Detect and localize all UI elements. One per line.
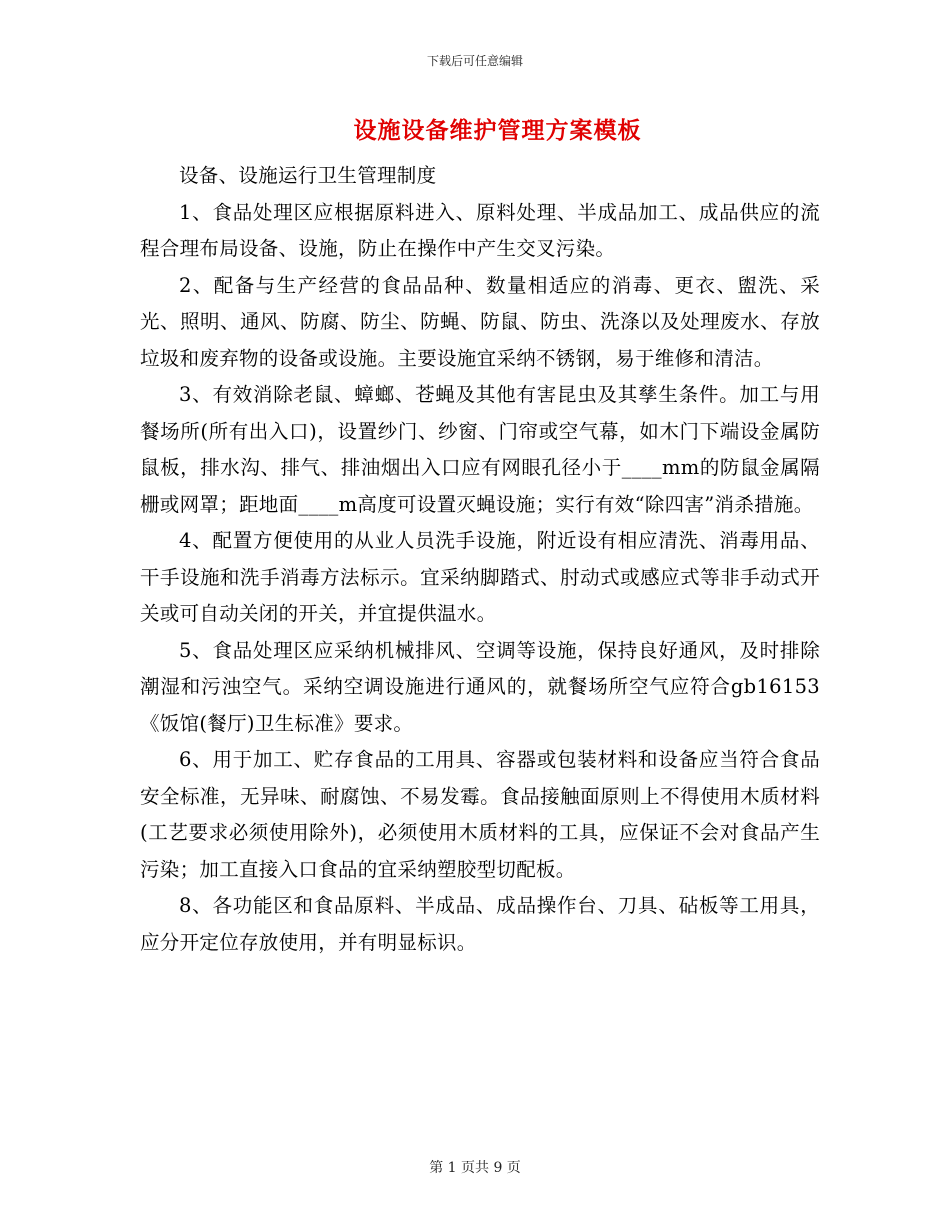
document-title: 设施设备维护管理方案模板 [353,117,642,144]
paragraph-4: 4、配置方便使用的从业人员洗手设施，附近设有相应清洗、消毒用品、干手设施和洗手消毒方法标示。宜采纳脚踏式、肘动式或感应式等非手动式开关或可自动关闭的开关，并宜提供温水。 [140,529,820,625]
document-body [140,158,820,961]
paragraph-8: 8、各功能区和食品原料、半成品、成品操作台、刀具、砧板等工用具，应分开定位存放使用，并有明显标识。 [140,894,820,954]
paragraph-2: 2、配备与生产经营的食品品种、数量相适应的消毒、更衣、盥洗、采光、照明、通风、防腐、防尘、防蝇、防鼠、防虫、洗涤以及处理废水、存放垃圾和废弃物的设备或设施。主要设施宜采纳不锈钢，易于维修和清洁。 [140,273,820,370]
page-header-note: 下载后可任意编辑 [426,54,523,68]
paragraph-5: 5、食品处理区应采纳机械排风、空调等设施，保持良好通风，及时排除潮湿和污浊空气。采纳空调设施进行通风的，就餐场所空气应符合gb16153《饭馆(餐厅)卫生标准》要求。 [140,638,820,735]
paragraph-1: 1、食品处理区应根据原料进入、原料处理、半成品加工、成品供应的流程合理布局设备、设施，防止在操作中产生交叉污染。 [140,200,820,260]
page-footer-number: 第 1 页共 9 页 [429,1160,521,1176]
section-heading: 设备、设施运行卫生管理制度 [179,164,437,187]
paragraph-3: 3、有效消除老鼠、蟑螂、苍蝇及其他有害昆虫及其孳生条件。加工与用餐场所(所有出入口)，设置纱门、纱窗、门帘或空气幕，如木门下端设金属防鼠板，排水沟、排气、排油烟出入口应有网眼孔径小于____mm的防鼠金属隔栅或网罩；距地面____m高度可设置灭蝇设施；实行有效“除四害”消杀措施。 [140,383,820,516]
paragraph-6: 6、用于加工、贮存食品的工用具、容器或包装材料和设备应当符合食品安全标准，无异味、耐腐蚀、不易发霉。食品接触面原则上不得使用木质材料(工艺要求必须使用除外)，必须使用木质材料的工具，应保证不会对食品产生污染；加工直接入口食品的宜采纳塑胶型切配板。 [140,748,820,881]
